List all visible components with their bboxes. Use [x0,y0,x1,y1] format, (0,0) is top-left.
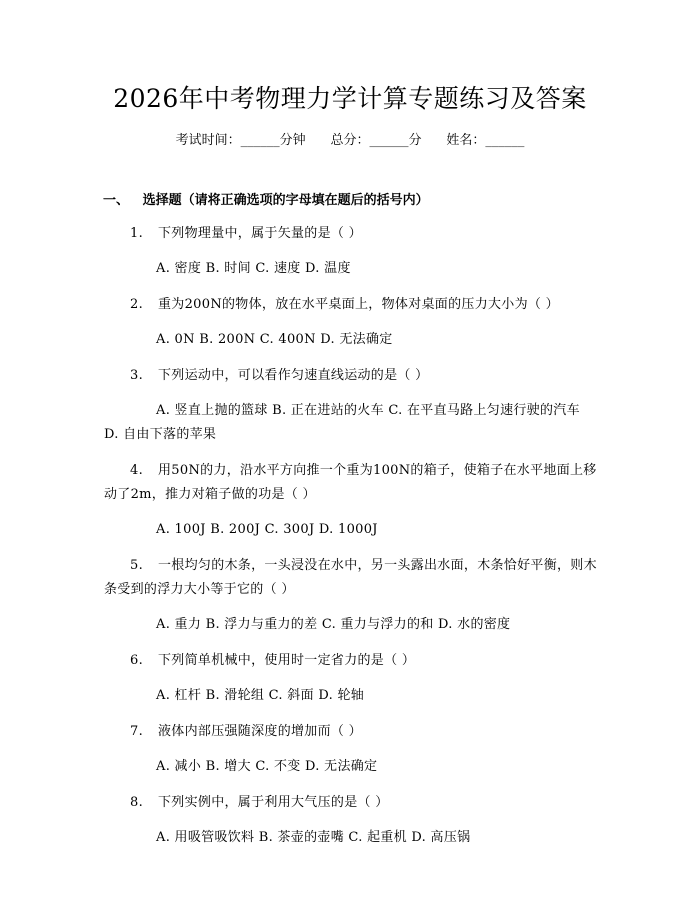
score-blank: ______分 [369,133,422,148]
question-number: 6. [130,653,144,668]
question-3-options: A. 竖直上抛的篮球 B. 正在进站的火车 C. 在平直马路上匀速行驶的汽车 D. 自由下落的苹果 [104,403,580,442]
question-number: 3. [130,368,144,383]
name-blank: ______ [485,133,525,148]
question-7 [104,720,597,744]
question-number: 4. [130,463,144,478]
question-2-options: A. 0N B. 200N C. 400N D. 无法确定 [156,332,393,347]
question-4 [104,459,597,507]
section-number: 一、 [103,193,130,208]
score-label: 总分： [330,133,370,148]
exam-info-line [0,131,700,151]
question-2 [104,293,597,317]
question-8 [104,791,597,815]
question-8-options: A. 用吸管吸饮料 B. 茶壶的壶嘴 C. 起重机 D. 高压锅 [156,830,471,845]
question-1 [104,222,597,246]
name-label: 姓名： [446,133,486,148]
question-number: 7. [130,724,144,739]
question-6 [104,649,597,673]
section-heading [103,191,429,211]
question-number: 2. [130,297,144,312]
question-text: 下列实例中，属于利用大气压的是（ ） [158,795,389,810]
question-4-options: A. 100J B. 200J C. 300J D. 1000J [156,522,378,537]
question-1-options: A. 密度 B. 时间 C. 速度 D. 温度 [156,261,351,276]
question-5 [104,554,597,602]
question-text: 下列物理量中，属于矢量的是（ ） [158,226,362,241]
section-title: 选择题（请将正确选项的字母填在题后的括号内） [142,193,429,208]
question-7-options: A. 减小 B. 增大 C. 不变 D. 无法确定 [156,759,378,774]
question-5-options: A. 重力 B. 浮力与重力的差 C. 重力与浮力的和 D. 水的密度 [156,617,511,632]
time-label: 考试时间： [175,133,241,148]
question-text: 用50N的力，沿水平方向推一个重为100N的箱子，使箱子在水平地面上移动了2m，推力对箱子做的功是（ ） [104,463,597,502]
page-title: 2026年中考物理力学计算专题练习及答案 [113,84,587,113]
question-text: 下列运动中，可以看作匀速直线运动的是（ ） [158,368,429,383]
question-text: 液体内部压强随深度的增加而（ ） [158,724,362,739]
question-3 [104,364,597,388]
question-text: 重为200N的物体，放在水平桌面上，物体对桌面的压力大小为（ ） [158,297,559,312]
question-number: 5. [130,558,144,573]
question-list [104,222,597,862]
question-text: 下列简单机械中，使用时一定省力的是（ ） [158,653,416,668]
question-6-options: A. 杠杆 B. 滑轮组 C. 斜面 D. 轮轴 [156,688,365,703]
time-blank: ______分钟 [240,133,306,148]
question-number: 8. [130,795,144,810]
question-text: 一根均匀的木条，一头浸没在水中，另一头露出水面，木条恰好平衡，则木条受到的浮力大小等于它的（ ） [104,558,597,597]
question-number: 1. [130,226,144,241]
